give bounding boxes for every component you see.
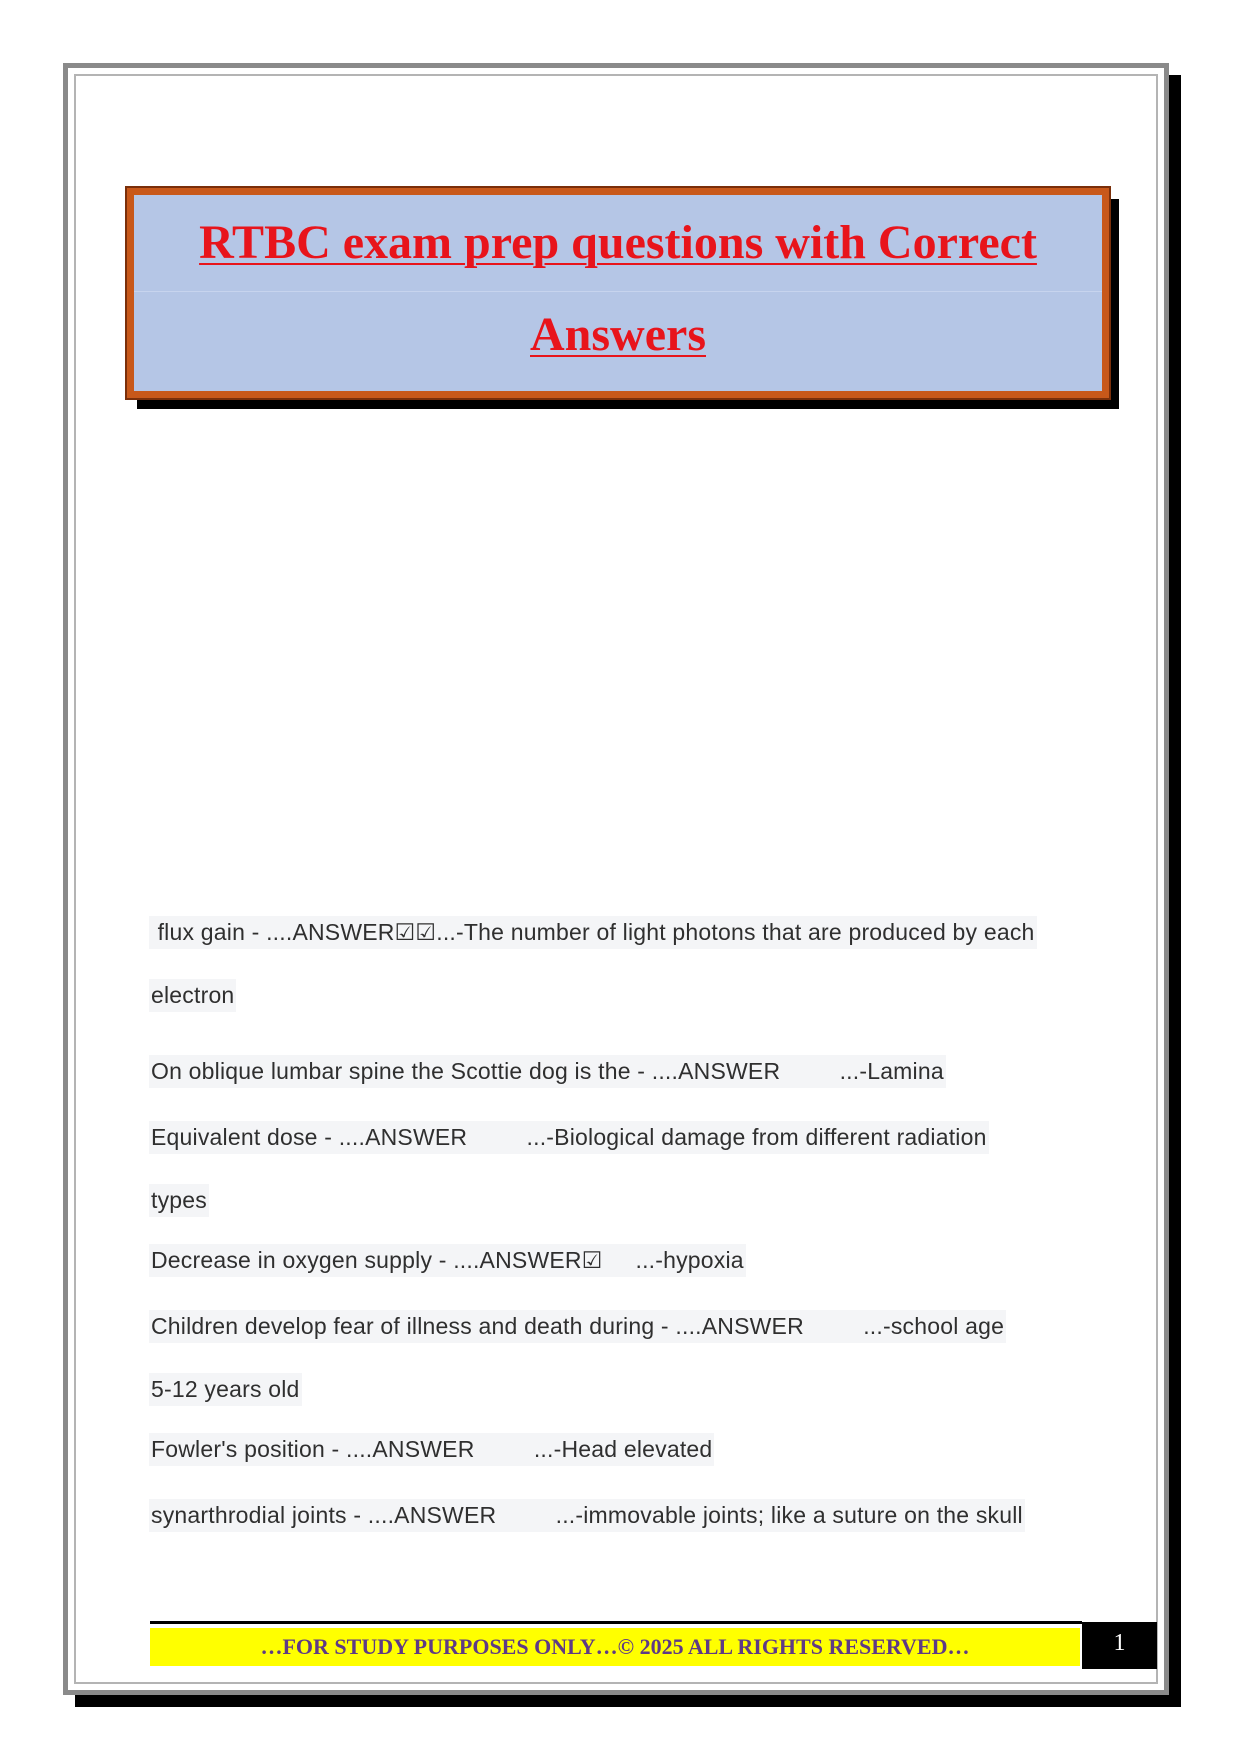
- document-title: [134, 197, 1102, 381]
- qa-line: types: [149, 1184, 209, 1217]
- footer-notice: …FOR STUDY PURPOSES ONLY…© 2025 ALL RIGHTS RESERVED…: [150, 1628, 1080, 1666]
- qa-line: Equivalent dose - ....ANSWER ...-Biological damage from different radiation: [149, 1121, 989, 1154]
- qa-line: Children develop fear of illness and death during - ....ANSWER ...-school age: [149, 1310, 1006, 1343]
- qa-line: Fowler's position - ....ANSWER ...-Head elevated: [149, 1433, 714, 1466]
- qa-item: [149, 1310, 1089, 1406]
- title-line-2: Answers: [530, 308, 706, 361]
- qa-item: [149, 1121, 1089, 1217]
- qa-line: Decrease in oxygen supply - ....ANSWER☑ ...-hypoxia: [149, 1244, 746, 1277]
- title-box: [127, 188, 1109, 398]
- page-number: 1: [1082, 1622, 1157, 1669]
- qa-line: flux gain - ....ANSWER☑☑...-The number of light photons that are produced by each: [149, 916, 1037, 949]
- qa-line: On oblique lumbar spine the Scottie dog is the - ....ANSWER ...-Lamina: [149, 1055, 946, 1088]
- qa-line: 5-12 years old: [149, 1373, 302, 1406]
- qa-item: [149, 1433, 1089, 1466]
- qa-line: synarthrodial joints - ....ANSWER ...-immovable joints; like a suture on the skull: [149, 1499, 1025, 1532]
- qa-line: electron: [149, 979, 236, 1012]
- title-line-1: RTBC exam prep questions with Correct: [199, 216, 1037, 269]
- qa-item: [149, 1244, 1089, 1277]
- footer-rule: [150, 1621, 1082, 1624]
- qa-item: [149, 1055, 1089, 1088]
- qa-item: [149, 1499, 1089, 1532]
- qa-item: [149, 916, 1089, 1012]
